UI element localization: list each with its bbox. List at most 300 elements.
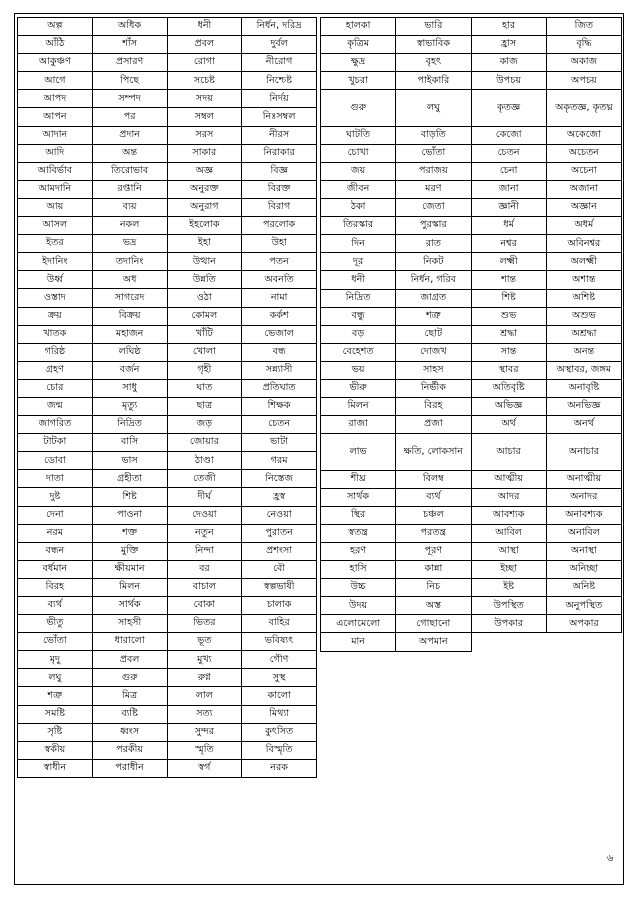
table-row	[18, 651, 317, 669]
word-cell: অধ	[92, 271, 167, 289]
table-row	[18, 361, 317, 379]
word-cell: পরাধীন	[92, 759, 167, 777]
word-cell: লাভ	[321, 434, 396, 470]
word-cell: লক্ষ্মী	[471, 253, 546, 271]
table-row	[18, 434, 317, 452]
word-cell: চালাক	[242, 597, 317, 615]
table-row	[321, 361, 622, 379]
word-cell: আকুঞ্চণ	[18, 54, 93, 72]
table-row	[18, 705, 317, 723]
word-cell: ব্যর্থ	[396, 488, 471, 506]
word-cell: আয়	[18, 198, 93, 216]
word-cell: আঁঠি	[18, 36, 93, 54]
word-cell: রপ্তানি	[92, 180, 167, 198]
word-cell: জীবন	[321, 180, 396, 198]
word-cell: সার্থক	[92, 597, 167, 615]
word-cell: ছাত্র	[167, 397, 242, 415]
word-cell: সম্পদ	[92, 90, 167, 108]
table-row	[321, 542, 622, 560]
word-cell: অনুরাগ	[167, 198, 242, 216]
word-cell: লঘিষ্ঠ	[92, 343, 167, 361]
word-cell: অনাবৃষ্টি	[546, 379, 621, 397]
word-cell: টাটকা	[18, 434, 93, 452]
word-cell: অল্প	[18, 18, 93, 36]
word-cell: সাহসী	[92, 615, 167, 633]
word-cell: ভূত	[167, 633, 242, 651]
word-cell: স্বতন্ত্র	[321, 524, 396, 542]
word-cell: ভাটা	[242, 434, 317, 452]
word-cell: ব্যয়	[92, 198, 167, 216]
word-cell: অবনতি	[242, 271, 317, 289]
word-cell: চেতন	[471, 144, 546, 162]
word-cell: স্বকীয়	[18, 741, 93, 759]
word-cell: কান্না	[396, 561, 471, 579]
word-cell: বাহির	[242, 615, 317, 633]
word-cell: দোজখ	[396, 343, 471, 361]
table-row	[18, 108, 317, 126]
word-cell: অনিষ্ট	[546, 579, 621, 597]
word-cell: ব্যষ্টি	[92, 705, 167, 723]
word-cell: সাকার	[167, 144, 242, 162]
word-cell: শিষ্ট	[92, 488, 167, 506]
word-cell: ইদানিং	[18, 253, 93, 271]
word-cell: ভীতু	[18, 615, 93, 633]
table-row	[321, 253, 622, 271]
word-cell: ক্ষুদ্র	[321, 54, 396, 72]
word-cell: শান্ত	[471, 271, 546, 289]
word-cell: স্বাভাবিক	[396, 36, 471, 54]
table-row	[18, 144, 317, 162]
word-cell: নকল	[92, 217, 167, 235]
word-cell: হার	[471, 18, 546, 36]
word-cell: বৃদ্ধি	[546, 36, 621, 54]
word-cell: ক্ষতি, লোকসান	[396, 434, 471, 470]
word-cell: এলোমেলো	[321, 615, 396, 633]
table-row	[18, 379, 317, 397]
word-cell: গ্রহণ	[18, 361, 93, 379]
word-cell: খোলা	[167, 343, 242, 361]
word-cell: সৃষ্টি	[18, 723, 93, 741]
word-cell: আসল	[18, 217, 93, 235]
word-cell: প্রজা	[396, 416, 471, 434]
word-cell: জয়	[321, 162, 396, 180]
word-cell: দুষ্ট	[18, 488, 93, 506]
table-row	[321, 144, 622, 162]
word-cell: ঠকা	[321, 199, 396, 217]
word-cell: নতুন	[167, 524, 242, 542]
word-cell: বর্জন	[92, 361, 167, 379]
word-cell: আবিল	[471, 524, 546, 542]
word-cell: মিত্র	[92, 687, 167, 705]
table-row	[18, 217, 317, 235]
table-row	[321, 199, 622, 217]
word-cell: কর্কশ	[242, 307, 317, 325]
word-cell: নিস্তেজ	[242, 470, 317, 488]
word-cell: আস্থা	[471, 542, 546, 560]
page-number: ৬	[607, 853, 614, 864]
word-cell: লঘু	[18, 669, 93, 687]
word-cell: সার্থক	[321, 488, 396, 506]
word-cell: গ্রহীতা	[92, 470, 167, 488]
word-cell: সুন্দর	[167, 723, 242, 741]
word-cell: গরম	[242, 452, 317, 470]
table-row	[18, 54, 317, 72]
word-cell: হালকা	[321, 18, 396, 36]
word-cell: মুক্তি	[92, 542, 167, 560]
word-cell: সুস্থ	[242, 669, 317, 687]
word-cell: ধনী	[321, 271, 396, 289]
word-cell: অবিনশ্বর	[546, 235, 621, 253]
word-cell: আপন	[18, 108, 93, 126]
word-cell: অধর্ম	[546, 217, 621, 235]
table-row	[18, 325, 317, 343]
word-cell: অকেজো	[546, 126, 621, 144]
table-row	[321, 398, 622, 416]
word-cell: ওস্তাদ	[18, 289, 93, 307]
word-cell: বাড়তি	[396, 126, 471, 144]
word-cell: অশিষ্ট	[546, 289, 621, 307]
word-cell: হাসি	[321, 561, 396, 579]
word-cell: ভেজাল	[242, 325, 317, 343]
word-cell: আদান	[18, 126, 93, 144]
word-cell: আচার	[471, 434, 546, 470]
word-cell: সরস	[167, 126, 242, 144]
word-cell: বর	[167, 560, 242, 578]
word-cell: ক্রয়	[18, 307, 93, 325]
word-cell: হরণ	[321, 542, 396, 560]
word-cell: নরক	[242, 759, 317, 777]
word-cell: ইচ্ছা	[471, 561, 546, 579]
word-cell: কৃত্রিম	[321, 36, 396, 54]
word-cell: জড়	[167, 416, 242, 434]
word-cell: অস্ত	[396, 597, 471, 615]
word-cell: বন্ধ	[242, 343, 317, 361]
word-cell: অস্থাবর, জঙ্গম	[546, 361, 621, 379]
word-cell: রাত	[396, 235, 471, 253]
word-cell: শিষ্ট	[471, 289, 546, 307]
antonym-table-left	[17, 17, 317, 778]
word-cell: গৌণ	[242, 651, 317, 669]
word-cell: নশ্বর	[471, 235, 546, 253]
table-row	[321, 470, 622, 488]
word-cell: পরলোক	[242, 217, 317, 235]
word-cell: নির্ধন, দরিদ্র	[242, 18, 317, 36]
word-cell: জাগ্রত	[396, 289, 471, 307]
word-cell: সাগরেদ	[92, 289, 167, 307]
word-cell: অচেতন	[546, 144, 621, 162]
word-cell: চঞ্চল	[396, 506, 471, 524]
word-cell: দূর	[321, 253, 396, 271]
word-cell: গোছানো	[396, 615, 471, 633]
word-cell: অর্থ	[471, 416, 546, 434]
table-row	[321, 488, 622, 506]
table-row	[18, 180, 317, 198]
word-cell: অনর্থ	[546, 416, 621, 434]
word-cell: জানা	[471, 180, 546, 198]
table-row	[321, 343, 622, 361]
word-cell: নিরাকার	[242, 144, 317, 162]
word-cell: মান	[321, 633, 396, 651]
word-cell: অজ্ঞ	[167, 162, 242, 180]
table-row	[321, 325, 622, 343]
word-cell: চোর	[18, 379, 93, 397]
table-row	[18, 18, 317, 36]
word-cell: অনুপস্থিত	[546, 597, 621, 615]
word-cell: জাগরিত	[18, 416, 93, 434]
word-cell: মৃদু	[18, 651, 93, 669]
word-cell: ভারি	[396, 18, 471, 36]
word-cell: উপকার	[471, 615, 546, 633]
word-cell: শত্রু	[396, 307, 471, 325]
word-cell: রোগা	[167, 54, 242, 72]
word-cell: বড়	[321, 325, 396, 343]
word-cell: দেওয়া	[167, 506, 242, 524]
word-cell: অকৃতজ্ঞ, কৃতঘ্ন	[546, 90, 621, 126]
table-row	[18, 36, 317, 54]
word-cell: স্বর্গ	[167, 759, 242, 777]
word-cell: স্বল্পভাষী	[242, 578, 317, 596]
word-cell: আদি	[18, 144, 93, 162]
word-cell: আবির্ভাব	[18, 162, 93, 180]
word-cell: বিরহ	[18, 578, 93, 596]
word-cell: মিথ্যা	[242, 705, 317, 723]
word-cell: অনভিজ্ঞ	[546, 398, 621, 416]
word-cell: রাজা	[321, 416, 396, 434]
word-cell: অতিবৃষ্টি	[471, 379, 546, 397]
word-cell: নিঃসম্বল	[242, 108, 317, 126]
table-row	[18, 470, 317, 488]
word-cell: প্রশংসা	[242, 542, 317, 560]
word-cell: পুরাতন	[242, 524, 317, 542]
word-cell: বাচাল	[167, 578, 242, 596]
word-cell: জোয়ার	[167, 434, 242, 452]
table-row	[321, 235, 622, 253]
table-row	[18, 578, 317, 596]
table-row	[18, 633, 317, 651]
word-cell: বৃহৎ	[396, 54, 471, 72]
word-cell: নীরোগ	[242, 54, 317, 72]
word-cell: উর্ধ্ব	[18, 271, 93, 289]
word-cell: বিক্রয়	[92, 307, 167, 325]
word-cell: চেনা	[471, 162, 546, 180]
word-cell: নিচ	[396, 579, 471, 597]
word-cell: ভদ্র	[92, 235, 167, 253]
word-cell: আপদ	[18, 90, 93, 108]
word-cell: অধিক	[92, 18, 167, 36]
word-cell: স্থির	[321, 506, 396, 524]
word-cell: অচেনা	[546, 162, 621, 180]
word-cell: বিরক্ত	[242, 180, 317, 198]
table-row	[321, 54, 622, 72]
word-cell: পুরস্কার	[396, 217, 471, 235]
table-row	[18, 615, 317, 633]
word-cell: অনাচার	[546, 434, 621, 470]
word-cell: অশান্ত	[546, 271, 621, 289]
word-cell: ব্যর্থ	[18, 597, 93, 615]
word-cell: আমদানি	[18, 180, 93, 198]
table-row	[18, 452, 317, 470]
word-cell: স্বাধীন	[18, 759, 93, 777]
word-cell: অলক্ষ্মী	[546, 253, 621, 271]
word-cell: দাতা	[18, 470, 93, 488]
word-cell: সমষ্টি	[18, 705, 93, 723]
word-cell: গৃহী	[167, 361, 242, 379]
word-cell: দেনা	[18, 506, 93, 524]
word-cell: ধারালো	[92, 633, 167, 651]
word-cell: গুরু	[321, 90, 396, 126]
word-cell: ধনী	[167, 18, 242, 36]
table-row	[18, 416, 317, 434]
word-cell: বন্ধু	[321, 307, 396, 325]
word-cell: পাওনা	[92, 506, 167, 524]
table-row	[321, 524, 622, 542]
word-cell: পরতন্ত্র	[396, 524, 471, 542]
word-cell: উহা	[242, 235, 317, 253]
word-cell: নেওয়া	[242, 506, 317, 524]
table-row	[18, 126, 317, 144]
word-cell: শুভ	[471, 307, 546, 325]
word-cell: দিন	[321, 235, 396, 253]
word-cell: প্রবল	[92, 651, 167, 669]
word-cell: নিদ্রিত	[321, 289, 396, 307]
table-row	[321, 90, 622, 126]
word-cell: বৌ	[242, 560, 317, 578]
table-row	[18, 235, 317, 253]
word-cell: অপকার	[546, 615, 621, 633]
table-row	[18, 271, 317, 289]
word-cell: অনিচ্ছা	[546, 561, 621, 579]
word-cell: নিকট	[396, 253, 471, 271]
word-cell: বন্ধন	[18, 542, 93, 560]
table-row	[18, 488, 317, 506]
word-cell: অপমান	[396, 633, 471, 651]
word-cell: বিজ্ঞ	[242, 162, 317, 180]
word-cell: তিরোভাব	[92, 162, 167, 180]
word-cell: ভীরু	[321, 379, 396, 397]
word-cell: পর	[92, 108, 167, 126]
table-row	[18, 162, 317, 180]
word-cell: ক্ষীয়মান	[92, 560, 167, 578]
table-row	[321, 289, 622, 307]
word-cell: বর্ধমান	[18, 560, 93, 578]
word-cell: ঘাত	[167, 379, 242, 397]
word-cell: শাঁস	[92, 36, 167, 54]
word-cell: সাহস	[396, 361, 471, 379]
word-cell: কাজ	[471, 54, 546, 72]
table-row	[18, 669, 317, 687]
word-cell: ইতর	[18, 235, 93, 253]
word-cell: নিশ্চেষ্ট	[242, 72, 317, 90]
word-cell: স্মৃতি	[167, 741, 242, 759]
word-cell: প্রতিঘাত	[242, 379, 317, 397]
word-cell: নিন্দা	[167, 542, 242, 560]
table-row	[18, 397, 317, 415]
word-cell: ইহা	[167, 235, 242, 253]
word-cell: পতন	[242, 253, 317, 271]
word-cell: তেজী	[167, 470, 242, 488]
word-cell: উপচয়	[471, 72, 546, 90]
word-cell: ডোবা	[18, 452, 93, 470]
word-cell: কুৎসিত	[242, 723, 317, 741]
word-cell: অজানা	[546, 180, 621, 198]
table-row	[18, 72, 317, 90]
word-cell: বাসি	[92, 434, 167, 452]
word-cell: নির্ভীক	[396, 379, 471, 397]
word-cell: চেতন	[242, 416, 317, 434]
word-cell: বিরহ	[396, 398, 471, 416]
word-cell: পিছে	[92, 72, 167, 90]
table-row	[18, 687, 317, 705]
word-cell: তিরস্কার	[321, 217, 396, 235]
word-cell: নীরস	[242, 126, 317, 144]
word-cell: হ্রস্ব	[242, 488, 317, 506]
word-cell: ভোঁতা	[396, 144, 471, 162]
word-cell: আগে	[18, 72, 93, 90]
table-row	[321, 597, 622, 615]
word-cell: শ্রদ্ধা	[471, 325, 546, 343]
table-row	[18, 198, 317, 216]
table-row	[18, 253, 317, 271]
table-row	[321, 379, 622, 397]
table-row	[18, 759, 317, 777]
word-cell: ভয়	[321, 361, 396, 379]
word-cell: আদর	[471, 488, 546, 506]
word-cell: বিলম্ব	[396, 470, 471, 488]
word-cell: নিদ্রিত	[92, 416, 167, 434]
word-cell: জ্ঞানী	[471, 199, 546, 217]
word-cell: সত্য	[167, 705, 242, 723]
word-cell: মিলন	[321, 398, 396, 416]
word-cell: সান্ত	[471, 343, 546, 361]
word-cell: অনাত্মীয়	[546, 470, 621, 488]
word-cell: ঘাটতি	[321, 126, 396, 144]
word-cell: চোখা	[321, 144, 396, 162]
table-row	[321, 633, 622, 651]
word-cell: হ্রাস	[471, 36, 546, 54]
antonym-table-right	[320, 17, 622, 652]
word-cell: অশুভ	[546, 307, 621, 325]
table-row	[321, 307, 622, 325]
word-cell: নামা	[242, 289, 317, 307]
word-cell: শক্ত	[92, 524, 167, 542]
word-cell: ভাস	[92, 452, 167, 470]
table-row	[321, 72, 622, 90]
word-cell: জন্ম	[18, 397, 93, 415]
word-cell: প্রসারণ	[92, 54, 167, 72]
table-row	[321, 18, 622, 36]
word-cell: মরণ	[396, 180, 471, 198]
table-row	[18, 506, 317, 524]
word-cell: উন্নতি	[167, 271, 242, 289]
word-cell: স্থাবর	[471, 361, 546, 379]
word-cell: কালো	[242, 687, 317, 705]
word-cell: পাইকারি	[396, 72, 471, 90]
table-row	[18, 343, 317, 361]
word-cell: ছোট	[396, 325, 471, 343]
word-cell: নরম	[18, 524, 93, 542]
table-row	[321, 615, 622, 633]
word-cell: প্রদান	[92, 126, 167, 144]
word-cell: দুর্বল	[242, 36, 317, 54]
table-row	[321, 506, 622, 524]
word-cell: সাধু	[92, 379, 167, 397]
table-row	[18, 90, 317, 108]
word-cell: অনাস্থা	[546, 542, 621, 560]
word-cell: অনাবশ্যক	[546, 506, 621, 524]
word-cell: উদয়	[321, 597, 396, 615]
word-cell: ভোঁতা	[18, 633, 93, 651]
word-cell: ইষ্ট	[471, 579, 546, 597]
